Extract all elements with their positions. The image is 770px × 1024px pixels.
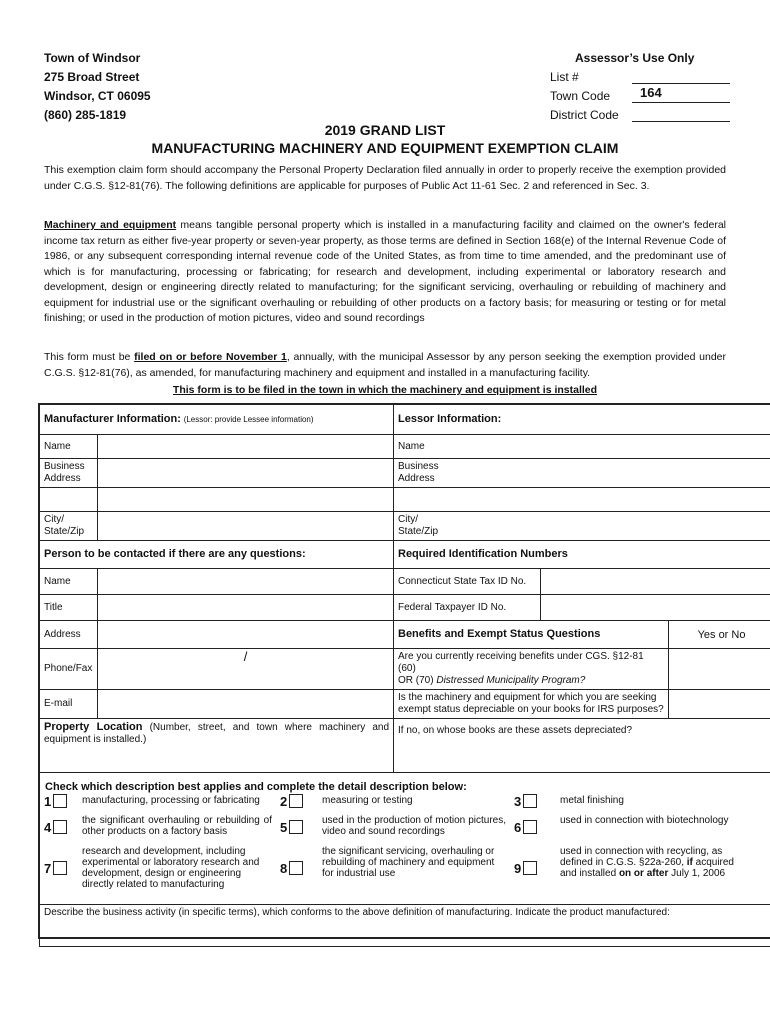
check-header: Check which description best applies and complete the detail description below: — [45, 781, 467, 793]
lessor-name-label[interactable]: Name — [394, 435, 770, 459]
q1-line2b: Distressed Municipality Program? — [436, 675, 586, 686]
checkbox-square[interactable] — [523, 861, 537, 875]
city-word: City/ — [44, 514, 64, 525]
option-number: 3 — [514, 793, 522, 809]
benefits-head-text: Benefits and Exempt Status Questions — [398, 628, 601, 640]
option-number: 8 — [280, 860, 288, 876]
property-note: (Number, street, and town where machinery and equipment is installed.) — [44, 722, 390, 745]
intro-paragraph: This exemption claim form should accompany the Personal Property Declaration filed annually in order to properly receive the exemption provided under C.G.S. §12-81(76). The following definitions are applicable for purposes of Public Act 11-61 Sec. 2 and referenced in Sec. 3. — [44, 164, 726, 192]
option-number: 7 — [44, 860, 52, 876]
contact-title-field[interactable] — [98, 595, 394, 621]
mfr-address-field[interactable] — [98, 459, 394, 488]
town-name: Town of Windsor — [44, 51, 141, 65]
email-label: E-mail — [40, 690, 98, 719]
option-2-label: measuring or testing — [322, 795, 413, 806]
checkbox-square[interactable] — [289, 794, 303, 808]
fed-tax-field[interactable] — [541, 595, 770, 621]
manufacturer-head-text: Manufacturer Information — [44, 413, 178, 425]
mfr-business-address-label — [40, 459, 98, 488]
definition-term: Machinery and equipment — [44, 219, 177, 231]
req-id-head-text: Required Identification Numbers — [398, 548, 568, 560]
form-title: MANUFACTURING MACHINERY AND EQUIPMENT EXEMPTION CLAIM — [151, 140, 619, 156]
form-year-title: 2019 GRAND LIST — [324, 122, 446, 138]
option-number: 5 — [280, 819, 288, 835]
property-location-cell[interactable] — [40, 719, 394, 773]
q3-text[interactable]: If no, on whose books are these assets depreciated? — [394, 719, 770, 773]
fed-tax-label: Federal Taxpayer ID No. — [394, 595, 541, 621]
filing-post: , annually, with the municipal Assessor by any person seeking the exemption provided under C.G.S. §12-81(76), as amended, for manufacturing machinery and equipment and installed in a manufacturing facility. — [44, 351, 726, 379]
checkbox-square[interactable] — [53, 794, 67, 808]
lessor-address-line2-field[interactable] — [394, 488, 770, 512]
statezip-word: State/Zip — [44, 526, 85, 537]
lessor-business-address-label[interactable] — [394, 459, 770, 488]
town-code-field[interactable] — [632, 102, 730, 103]
filed-in-town-note: This form is to be filed in the town in which the machinery and equipment is installed — [172, 384, 598, 396]
q2-answer[interactable] — [669, 690, 770, 719]
option-1-label: manufacturing, processing or fabricating — [82, 795, 260, 806]
lessor-business-word: Business — [398, 461, 439, 472]
list-label: List # — [550, 70, 579, 84]
property-head-text: Property Location — [44, 721, 143, 733]
option-number: 2 — [280, 793, 288, 809]
checkbox-square[interactable] — [53, 861, 67, 875]
option-4-label: the significant overhauling or rebuilding of other products on a factory basis — [82, 815, 272, 837]
manufacturer-note: (Lessor: provide Lessee information) — [183, 415, 314, 424]
lessor-head-text: Lessor Information — [398, 413, 498, 425]
yes-no-header: Yes or No — [669, 621, 770, 649]
contact-address-label: Address — [40, 621, 98, 649]
checkbox-square[interactable] — [523, 794, 537, 808]
mfr-address-line2-label — [40, 488, 98, 512]
contact-name-field[interactable] — [98, 569, 394, 595]
option-8-label: the significant servicing, overhauling or rebuilding of machinery and equipment for industrial use — [322, 846, 495, 879]
checkbox-square[interactable] — [289, 820, 303, 834]
option-3-label: metal finishing — [560, 795, 624, 806]
business-activity-description[interactable]: Describe the business activity (in specific terms), which conforms to the above definition of manufacturing. Indicate the product manufactured: — [40, 905, 770, 947]
option-7-label: research and development, including experimental or laboratory research and development, design or engineering directly related to manufacturing — [82, 846, 260, 890]
req-id-header — [394, 541, 770, 569]
lessor-city-label[interactable] — [394, 512, 770, 541]
contact-title-label: Title — [40, 595, 98, 621]
contact-head-text: Person to be contacted if there are any questions — [44, 548, 302, 560]
filing-paragraph — [44, 350, 726, 381]
filing-pre: This form must be — [44, 351, 135, 363]
option-number: 4 — [44, 819, 52, 835]
phonefax-label: Phone/Fax — [40, 649, 98, 690]
mfr-city-label — [40, 512, 98, 541]
option-9-checkbox[interactable] — [514, 845, 537, 891]
mfr-name-field[interactable] — [98, 435, 394, 459]
definition-text: means tangible personal property which is installed in a manufacturing facility and claimed on the owner's federal income tax return as either five-year property or seven-year property, as those terms are defined in Section 168(e) of the Internal Revenue Code of 1986, or any subsequent corresponding internal revenue code of the United States, as from time to time amended, and the predominant use of which is for manufacturing, processing or fabricating; for research and development, including experimental or laboratory research and development, design or engineering directly related to manufacturing; for the significant servicing, overhauling or rebuilding of machinery and equipment for industrial use or the significant overhauling or rebuilding of other products on a factory basis; for measuring or testing or for metal finishing; or used in the production of motion pictures, video and sound recordings — [44, 219, 726, 324]
q1-text — [394, 649, 669, 690]
email-field[interactable] — [98, 690, 394, 719]
checkbox-square[interactable] — [523, 820, 537, 834]
lessor-header: Lessor Information: — [394, 405, 770, 435]
town-street: 275 Broad Street — [44, 70, 140, 84]
q1-line2a: OR (70) — [398, 675, 437, 686]
contact-address-field[interactable] — [98, 621, 394, 649]
option-6-label: used in connection with biotechnology — [560, 815, 729, 826]
checkbox-square[interactable] — [53, 820, 67, 834]
option-number: 1 — [44, 793, 52, 809]
town-city: Windsor, CT 06095 — [44, 89, 151, 103]
manufacturer-header: Manufacturer Information: (Lessor: provide Lessee information) — [40, 405, 394, 435]
q2-text: Is the machinery and equipment for which you are seeking exempt status depreciable on your books for IRS purposes? — [394, 690, 669, 719]
address-word: Address — [44, 473, 81, 484]
ct-tax-field[interactable] — [541, 569, 770, 595]
lessor-city-word: City/ — [398, 514, 418, 525]
definition-paragraph — [44, 218, 726, 327]
lessor-statezip-word: State/Zip — [398, 526, 439, 537]
town-phone: (860) 285-1819 — [44, 108, 127, 122]
checkbox-square[interactable] — [289, 861, 303, 875]
lessor-address-word: Address — [398, 473, 435, 484]
list-field[interactable] — [632, 83, 730, 84]
district-code-label: District Code — [550, 108, 619, 122]
mfr-name-label: Name — [40, 435, 98, 459]
mfr-city-field[interactable] — [98, 512, 394, 541]
option-7-checkbox[interactable] — [44, 845, 67, 891]
option-5-label: used in the production of motion pictures, video and sound recordings — [322, 815, 506, 837]
business-word: Business — [44, 461, 85, 472]
option-9-label: used in connection with recycling, as defined in C.G.S. §22a-260, if acquired and installed on or after July 1, 2006 — [560, 846, 734, 879]
filing-deadline: filed on or before November 1 — [134, 351, 287, 363]
q1-answer[interactable] — [669, 649, 770, 690]
contact-header: Person to be contacted if there are any questions: — [40, 541, 394, 569]
ct-tax-label: Connecticut State Tax ID No. — [394, 569, 541, 595]
option-number: 9 — [514, 860, 522, 876]
option-number: 6 — [514, 819, 522, 835]
phonefax-field[interactable] — [98, 649, 394, 690]
contact-name-label: Name — [40, 569, 98, 595]
mfr-address-line2-field[interactable] — [98, 488, 394, 512]
assessor-title: Assessor’s Use Only — [575, 51, 695, 65]
option-8-checkbox[interactable] — [280, 845, 303, 891]
phonefax-slash: / — [243, 649, 248, 664]
benefits-header — [394, 621, 669, 649]
town-code-label: Town Code — [550, 89, 611, 103]
q1-line1: Are you currently receiving benefits under CGS. §12-81 (60) — [398, 651, 644, 674]
town-code-value: 164 — [640, 85, 662, 100]
